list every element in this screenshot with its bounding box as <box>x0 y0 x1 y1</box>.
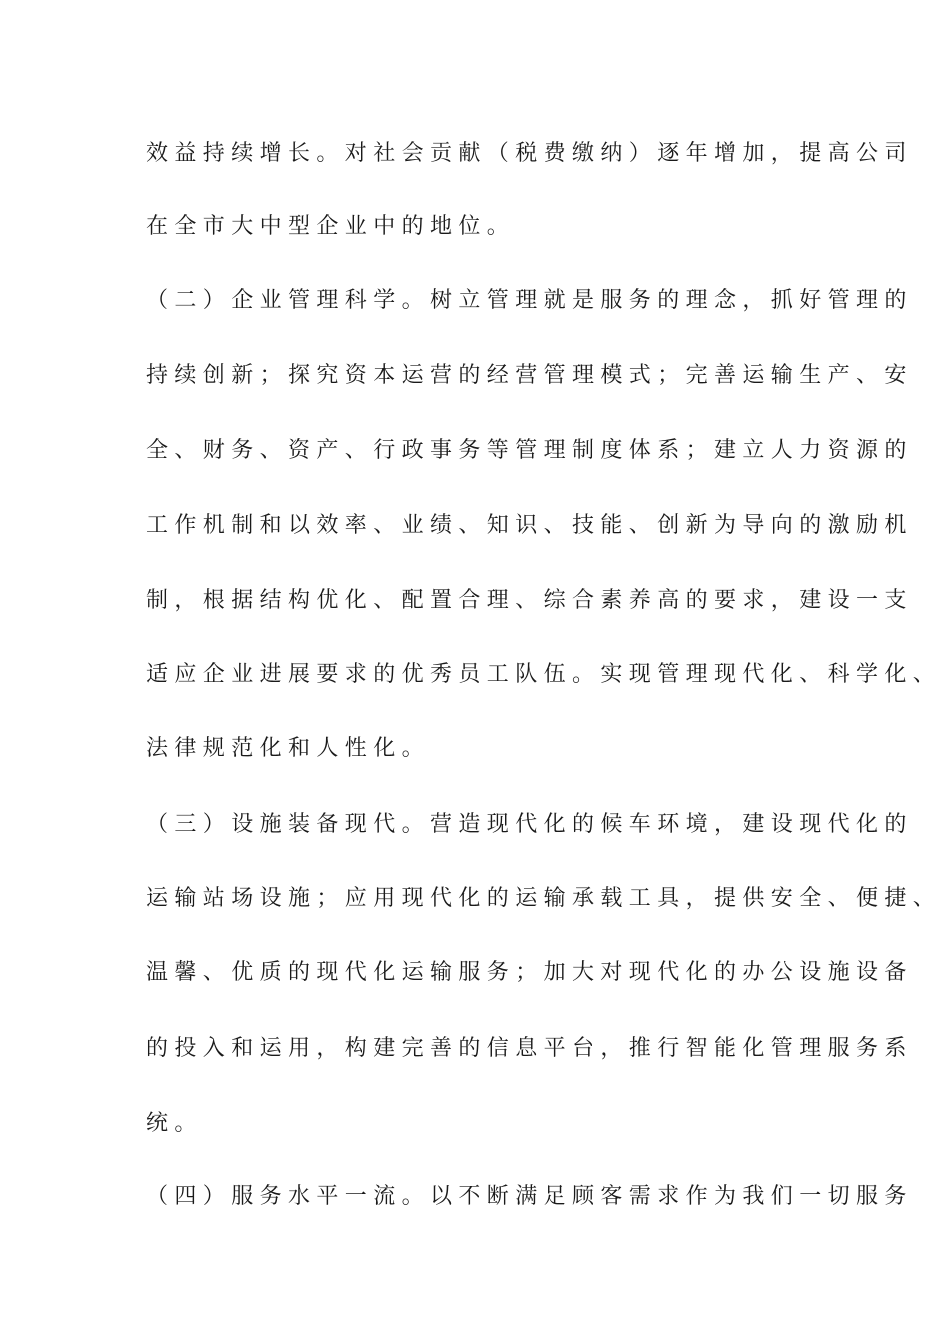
text-line-3: （二）企业管理科学。树立管理就是服务的理念，抓好管理的 <box>146 288 913 313</box>
text-line-11: 运输站场设施；应用现代化的运输承载工具，提供安全、便捷、 <box>146 886 942 911</box>
text-line-15: （四）服务水平一流。以不断满足顾客需求作为我们一切服务 <box>146 1184 913 1209</box>
text-line-5: 全、财务、资产、行政事务等管理制度体系；建立人力资源的 <box>146 438 913 463</box>
text-line-13: 的投入和运用，构建完善的信息平台，推行智能化管理服务系 <box>146 1036 913 1061</box>
text-line-7: 制，根据结构优化、配置合理、综合素养高的要求，建设一支 <box>146 588 913 613</box>
text-line-12: 温馨、优质的现代化运输服务；加大对现代化的办公设施设备 <box>146 960 913 985</box>
text-line-9: 法律规范化和人性化。 <box>146 736 431 761</box>
text-line-8: 适应企业进展要求的优秀员工队伍。实现管理现代化、科学化、 <box>146 662 942 687</box>
text-line-2: 在全市大中型企业中的地位。 <box>146 214 516 239</box>
text-line-10: （三）设施装备现代。营造现代化的候车环境，建设现代化的 <box>146 812 913 837</box>
text-line-1: 效益持续增长。对社会贡献（税费缴纳）逐年增加，提高公司 <box>146 141 913 166</box>
text-line-4: 持续创新；探究资本运营的经营管理模式；完善运输生产、安 <box>146 363 913 388</box>
text-line-14: 统。 <box>146 1111 203 1136</box>
text-line-6: 工作机制和以效率、业绩、知识、技能、创新为导向的激励机 <box>146 513 913 538</box>
